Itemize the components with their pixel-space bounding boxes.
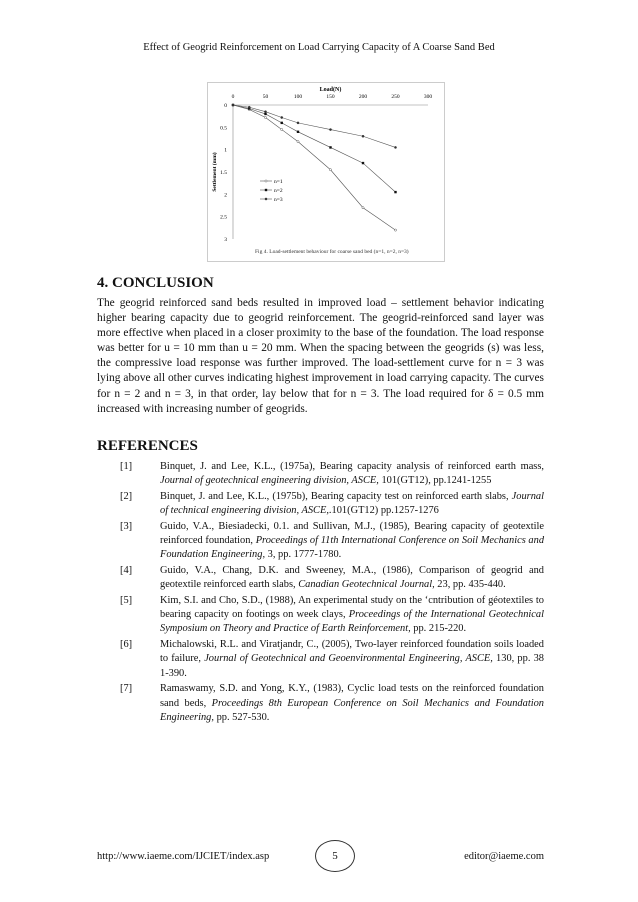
series-line-n=2 — [233, 105, 396, 192]
reference-item — [120, 682, 544, 725]
reference-number: [6] — [120, 638, 133, 650]
data-point — [248, 106, 250, 108]
reference-text: Binquet, J. and Lee, K.L., (1975b), Bearing capacity test on reinforced earth slabs, Journal of technical engineering division, ASCE,.101(GT12) pp.1257-1276 — [160, 490, 544, 517]
figure-caption: Fig 4. Load-settlement behaviour for coarse sand bed (n=1, n=2, n=3) — [255, 249, 409, 255]
y-tick-label: 3 — [224, 237, 227, 243]
conclusion-paragraph: The geogrid reinforced sand beds resulted in improved load – settlement behavior indicating higher bearing capacity due to geogrid reinforcement. The geogrid-reinforced sand layer was more effective when placed in a closer proximity to the base of the foundation. The load response was better for u = 10 mm than u = 20 mm. When the spacing between the geogrids (s) was less, the compressive load response was further improved. The load-settlement curve for n = 3 was lying above all other curves indicating highest improvement in load carrying capacity. The curves for n = 2 and n = 3, in that order, lay below that for n = 3. The load required for δ = 0.5 mm increased with increasing number of geogrids. — [97, 297, 544, 415]
data-point — [297, 141, 299, 143]
conclusion-heading: 4. CONCLUSION — [97, 275, 214, 291]
x-tick-label: 250 — [391, 94, 400, 100]
x-tick-label: 0 — [231, 94, 235, 100]
reference-number: [3] — [120, 520, 133, 532]
data-point — [362, 162, 364, 164]
reference-journal: Proceedings 8th European Conference on Soil Mechanics and Foundation Engineering, — [160, 697, 544, 723]
y-tick-label: 2 — [224, 192, 227, 199]
reference-item — [120, 564, 544, 593]
load-settlement-chart — [207, 82, 445, 262]
legend-label: n=2 — [274, 188, 283, 194]
data-point — [329, 169, 331, 171]
data-point — [394, 191, 396, 193]
reference-number: [5] — [120, 594, 133, 606]
legend-marker — [265, 180, 267, 182]
series-line-n=1 — [233, 105, 396, 230]
x-tick-label: 200 — [358, 94, 368, 100]
data-point — [281, 116, 283, 118]
y-tick-label: 0 — [224, 103, 227, 109]
footer-email[interactable]: editor@iaeme.com — [464, 851, 544, 862]
data-point — [362, 135, 364, 137]
footer-url[interactable]: http://www.iaeme.com/IJCIET/index.asp — [97, 851, 270, 862]
reference-item — [120, 638, 544, 681]
reference-journal: Journal of Geotechnical and Geoenvironmental Engineering, ASCE, — [204, 653, 493, 665]
data-point — [329, 128, 331, 130]
reference-number: [7] — [120, 683, 133, 695]
reference-text: Kim, S.I. and Cho, S.D., (1988), An experimental study on the ‘cntribution of géotextiles to bearing capacity on footings on week clays, Proceedings of the International Geotechnical Symposium on Theory and Practice of Earth Reinforcement, pp. 215-220. — [160, 594, 544, 635]
reference-item — [120, 460, 544, 489]
reference-number: [2] — [120, 490, 133, 502]
reference-item — [120, 520, 544, 563]
x-tick-label: 150 — [326, 94, 335, 100]
page-number: 5 — [315, 840, 355, 872]
data-point — [281, 122, 283, 124]
data-point — [232, 104, 234, 106]
reference-text: Michalowski, R.L. and Viratjandr, C., (2005), Two-layer reinforced foundation soils loaded to failure, Journal of Geotechnical and Geoenvironmental Engineering, ASCE, 130, pp. 38 1-390. — [160, 638, 544, 679]
data-point — [362, 207, 364, 209]
chart-svg — [208, 83, 444, 261]
reference-number: [1] — [120, 461, 133, 472]
reference-number: [4] — [120, 564, 133, 576]
data-point — [281, 128, 283, 130]
chart-title: Load(N) — [319, 87, 342, 93]
data-point — [394, 146, 396, 148]
data-point — [264, 116, 266, 118]
reference-text: Ramaswamy, S.D. and Yong, K.Y., (1983), Cyclic load tests on the reinforced foundation sand beds, Proceedings 8th European Conference on Soil Mechanics and Foundation Engineering, pp. 527-530. — [160, 683, 544, 723]
references-heading: REFERENCES — [97, 438, 198, 454]
running-header: Effect of Geogrid Reinforcement on Load Carrying Capacity of A Coarse Sand Bed — [143, 42, 495, 53]
reference-item — [120, 594, 544, 637]
y-tick-label: 2.5 — [220, 214, 227, 221]
reference-journal: Proceedings of the International Geotechnical Symposium on Theory and Practice of Earth Reinforcement, — [160, 609, 544, 635]
reference-journal: Canadian Geotechnical Journal, — [298, 579, 435, 591]
y-tick-label: 1 — [224, 147, 227, 154]
x-tick-label: 300 — [423, 94, 433, 100]
data-point — [264, 113, 266, 115]
data-point — [297, 131, 299, 133]
data-point — [394, 229, 396, 231]
x-tick-label: 50 — [262, 94, 269, 100]
reference-journal: Journal of geotechnical engineering division, ASCE, — [160, 475, 379, 487]
reference-item — [120, 490, 544, 519]
reference-text: Binquet, J. and Lee, K.L., (1975a), Bearing capacity analysis of reinforced earth mass, Journal of geotechnical engineering division, ASCE, 101(GT12), pp.1241-1255 — [160, 461, 544, 487]
legend-label: n=1 — [274, 179, 283, 185]
legend-marker — [265, 189, 267, 191]
y-axis-label: Settlement (mm) — [212, 152, 218, 192]
data-point — [264, 111, 266, 113]
reference-text: Guido, V.A., Chang, D.K. and Sweeney, M.A., (1986), Comparison of geogrid and geotextile reinforced earth slabs, Canadian Geotechnical Journal, 23, pp. 435-440. — [160, 564, 544, 591]
references-list — [120, 460, 544, 726]
y-tick-label: 1.5 — [220, 170, 227, 176]
legend-label: n=3 — [274, 197, 283, 203]
x-tick-label: 100 — [293, 94, 303, 100]
data-point — [297, 122, 299, 124]
reference-journal: Proceedings of 11th International Conference on Soil Mechanics and Foundation Engineering, — [160, 535, 545, 561]
legend-marker — [265, 198, 267, 200]
data-point — [329, 146, 331, 148]
reference-text: Guido, V.A., Biesiadecki, 0.1. and Sullivan, M.J., (1985), Bearing capacity of geotextile reinforced foundation, Proceedings of 11th International Conference on Soil Mechanics and Foundation Engineering, 3, pp. 1777-1780. — [160, 520, 545, 561]
y-tick-label: 0.5 — [220, 125, 227, 132]
reference-journal: Journal of technical engineering division, ASCE, — [160, 490, 544, 517]
